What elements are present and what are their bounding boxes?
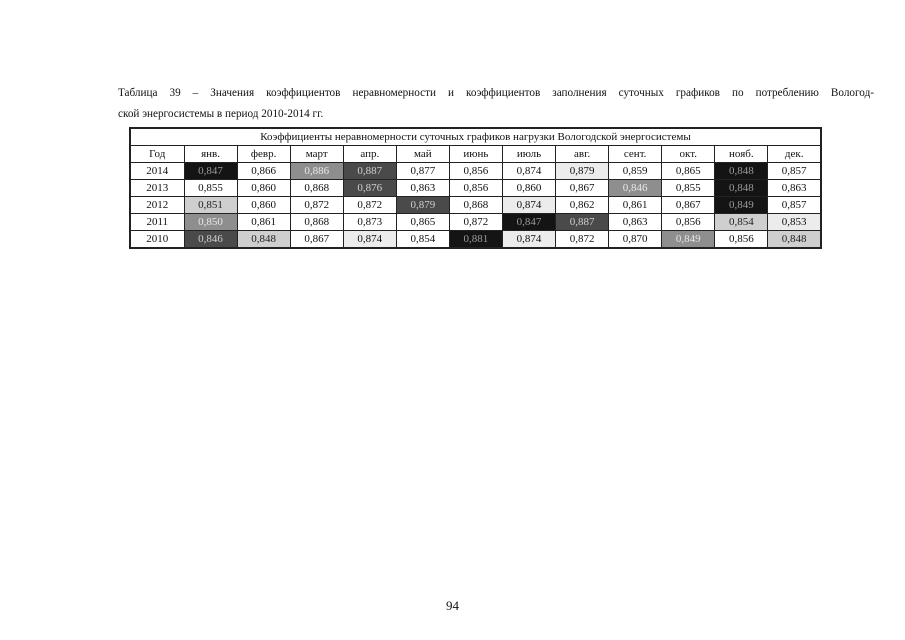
- year-cell: 2011: [130, 214, 184, 231]
- value-cell: 0,868: [449, 197, 502, 214]
- value-cell: 0,872: [449, 214, 502, 231]
- value-cell: 0,849: [715, 197, 768, 214]
- month-column-header: июль: [502, 146, 555, 163]
- value-cell: 0,881: [449, 231, 502, 249]
- value-cell: 0,870: [609, 231, 662, 249]
- table-row: [130, 231, 821, 249]
- value-cell: 0,866: [237, 163, 290, 180]
- page-number: 94: [446, 598, 459, 613]
- value-cell: 0,868: [290, 214, 343, 231]
- value-cell: 0,860: [237, 197, 290, 214]
- value-cell: 0,857: [768, 197, 821, 214]
- value-cell: 0,879: [396, 197, 449, 214]
- value-cell: 0,887: [556, 214, 609, 231]
- value-cell: 0,846: [184, 231, 237, 249]
- value-cell: 0,859: [609, 163, 662, 180]
- month-column-header: янв.: [184, 146, 237, 163]
- value-cell: 0,856: [662, 214, 715, 231]
- value-cell: 0,874: [502, 197, 555, 214]
- value-cell: 0,876: [343, 180, 396, 197]
- table-row: [130, 214, 821, 231]
- table-body: [130, 163, 821, 249]
- value-cell: 0,846: [609, 180, 662, 197]
- table-row: [130, 197, 821, 214]
- value-cell: 0,886: [290, 163, 343, 180]
- value-cell: 0,854: [715, 214, 768, 231]
- table-header-row: [130, 146, 821, 163]
- value-cell: 0,872: [343, 197, 396, 214]
- value-cell: 0,861: [609, 197, 662, 214]
- value-cell: 0,867: [556, 180, 609, 197]
- value-cell: 0,865: [662, 163, 715, 180]
- table-row: [130, 180, 821, 197]
- caption-line-1: Таблица 39 – Значения коэффициентов неравномерности и коэффициентов заполнения суточных графиков по потреблению Вологод-: [118, 87, 874, 99]
- value-cell: 0,873: [343, 214, 396, 231]
- value-cell: 0,848: [237, 231, 290, 249]
- value-cell: 0,857: [768, 163, 821, 180]
- coefficients-table: [129, 127, 822, 249]
- value-cell: 0,851: [184, 197, 237, 214]
- month-column-header: май: [396, 146, 449, 163]
- value-cell: 0,867: [662, 197, 715, 214]
- value-cell: 0,855: [184, 180, 237, 197]
- table-title: Коэффициенты неравномерности суточных графиков нагрузки Вологодской энергосистемы: [130, 128, 821, 146]
- value-cell: 0,847: [502, 214, 555, 231]
- year-cell: 2010: [130, 231, 184, 249]
- value-cell: 0,848: [768, 231, 821, 249]
- value-cell: 0,874: [502, 163, 555, 180]
- value-cell: 0,887: [343, 163, 396, 180]
- value-cell: 0,853: [768, 214, 821, 231]
- value-cell: 0,847: [184, 163, 237, 180]
- month-column-header: февр.: [237, 146, 290, 163]
- year-cell: 2014: [130, 163, 184, 180]
- month-column-header: июнь: [449, 146, 502, 163]
- month-column-header: нояб.: [715, 146, 768, 163]
- month-column-header: апр.: [343, 146, 396, 163]
- value-cell: 0,865: [396, 214, 449, 231]
- table-caption: [84, 83, 874, 125]
- value-cell: 0,856: [449, 180, 502, 197]
- value-cell: 0,860: [502, 180, 555, 197]
- value-cell: 0,863: [768, 180, 821, 197]
- value-cell: 0,855: [662, 180, 715, 197]
- year-column-header: Год: [130, 146, 184, 163]
- year-cell: 2013: [130, 180, 184, 197]
- table-row: [130, 163, 821, 180]
- value-cell: 0,856: [449, 163, 502, 180]
- value-cell: 0,863: [396, 180, 449, 197]
- year-cell: 2012: [130, 197, 184, 214]
- value-cell: 0,874: [502, 231, 555, 249]
- value-cell: 0,849: [662, 231, 715, 249]
- value-cell: 0,861: [237, 214, 290, 231]
- value-cell: 0,868: [290, 180, 343, 197]
- value-cell: 0,860: [237, 180, 290, 197]
- value-cell: 0,862: [556, 197, 609, 214]
- value-cell: 0,863: [609, 214, 662, 231]
- month-column-header: дек.: [768, 146, 821, 163]
- caption-line-2: ской энергосистемы в период 2010-2014 гг.: [118, 108, 324, 120]
- value-cell: 0,848: [715, 163, 768, 180]
- value-cell: 0,874: [343, 231, 396, 249]
- value-cell: 0,872: [556, 231, 609, 249]
- value-cell: 0,879: [556, 163, 609, 180]
- value-cell: 0,850: [184, 214, 237, 231]
- value-cell: 0,848: [715, 180, 768, 197]
- value-cell: 0,867: [290, 231, 343, 249]
- month-column-header: март: [290, 146, 343, 163]
- value-cell: 0,877: [396, 163, 449, 180]
- month-column-header: окт.: [662, 146, 715, 163]
- value-cell: 0,872: [290, 197, 343, 214]
- value-cell: 0,854: [396, 231, 449, 249]
- month-column-header: сент.: [609, 146, 662, 163]
- month-column-header: авг.: [556, 146, 609, 163]
- value-cell: 0,856: [715, 231, 768, 249]
